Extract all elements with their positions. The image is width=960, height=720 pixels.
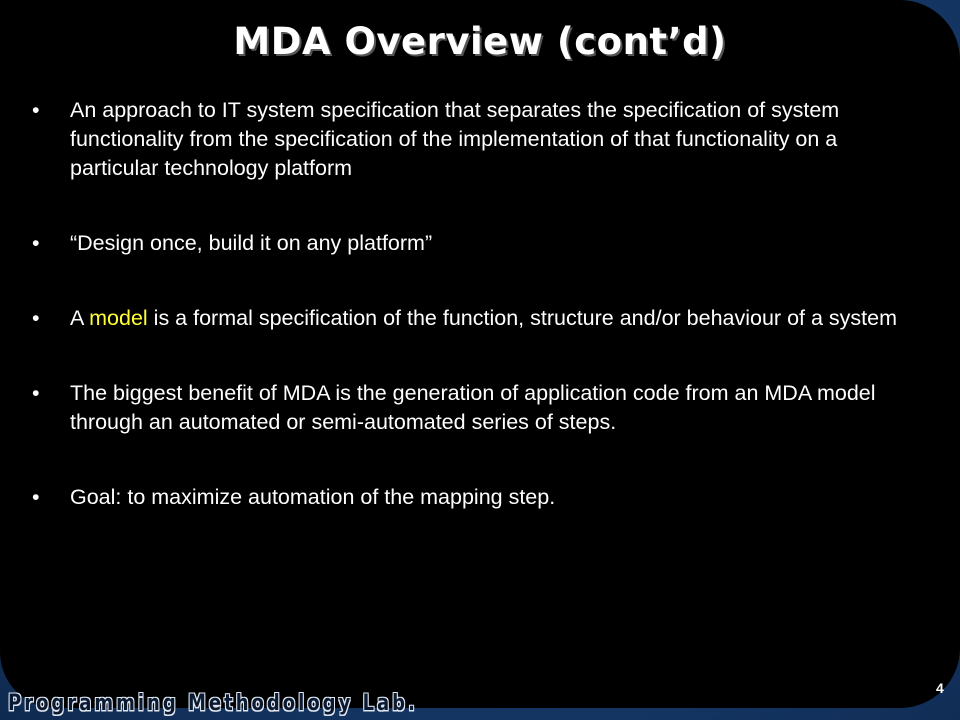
bullet-text: Goal: to maximize automation of the mapping step. [70, 485, 556, 509]
slide-title: MDA Overview (cont’d) [233, 20, 727, 63]
bullet-marker: • [32, 381, 40, 405]
bullet-item-model-definition [32, 304, 922, 333]
bullet-item-approach [32, 96, 922, 183]
footer-lab-name: Programming Methodology Lab. [8, 690, 418, 717]
page-number: 4 [936, 680, 944, 696]
bullet-text: The biggest benefit of MDA is the generation of application code from an MDA model through an automated or semi-automated series of steps. [70, 381, 876, 434]
bullet-text: “Design once, build it on any platform” [70, 231, 433, 255]
bullet-marker: • [32, 98, 40, 122]
bullet-text-suffix: is a formal specification of the function, structure and/or behaviour of a system [147, 306, 897, 330]
bullet-item-goal [32, 483, 922, 512]
bullet-marker: • [32, 231, 40, 255]
bullet-text-prefix: A [70, 306, 90, 330]
bullet-marker: • [32, 485, 40, 509]
bullet-item-biggest-benefit [32, 379, 922, 437]
bullet-marker: • [32, 306, 40, 330]
bullet-text: An approach to IT system specification that separates the specification of system functionality from the specification of the implementation of that functionality on a particular technology platform [70, 98, 840, 180]
bullet-item-design-once [32, 229, 922, 258]
bullet-list [32, 96, 922, 558]
highlighted-term-model: model [89, 306, 148, 330]
